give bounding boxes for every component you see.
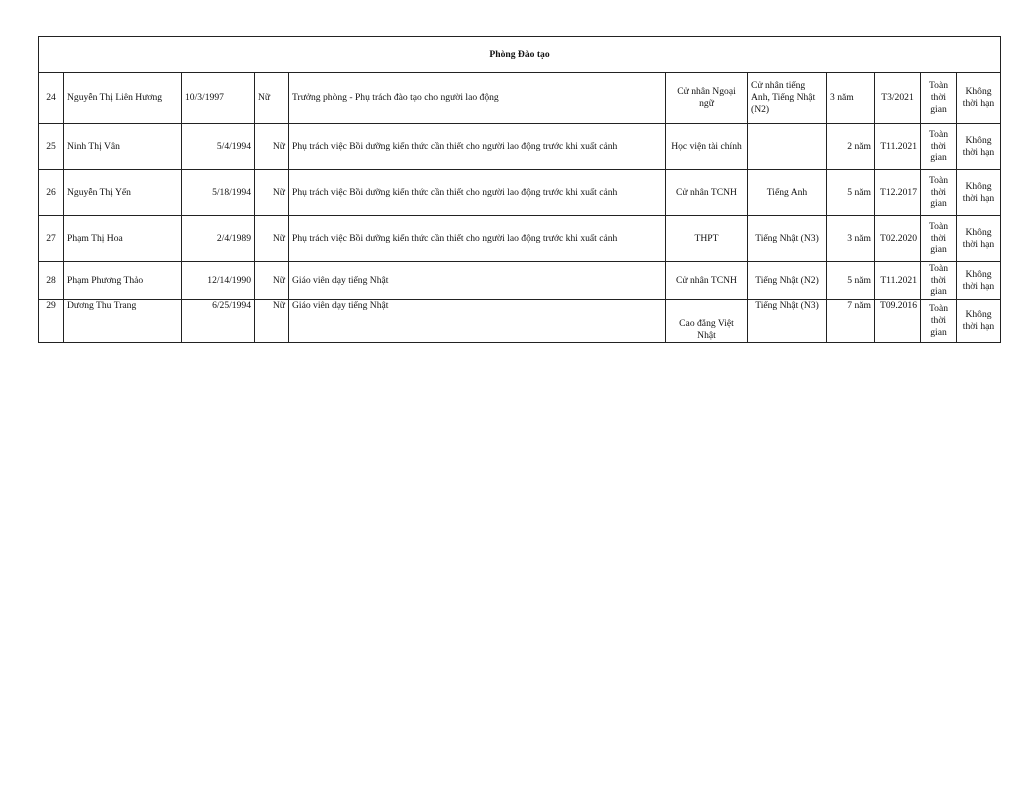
employee-name: Nguyễn Thị Yến	[64, 170, 182, 216]
staff-table	[38, 36, 1001, 343]
work-type: Toàn thời gian	[921, 300, 957, 343]
contract-type: Không thời hạn	[957, 300, 1001, 343]
language-skill: Tiếng Anh	[748, 170, 827, 216]
employee-name: Phạm Thị Hoa	[64, 216, 182, 262]
row-number: 24	[39, 73, 64, 124]
gender: Nữ	[255, 124, 289, 170]
row-number: 29	[39, 300, 64, 343]
degree: Cao đẳng Việt Nhật	[666, 300, 748, 343]
work-type: Toàn thời gian	[921, 170, 957, 216]
gender: Nữ	[255, 216, 289, 262]
degree: Học viện tài chính	[666, 124, 748, 170]
gender: Nữ	[255, 170, 289, 216]
start-date: T11.2021	[875, 262, 921, 300]
contract-type: Không thời hạn	[957, 170, 1001, 216]
language-skill: Tiếng Nhật (N3)	[748, 216, 827, 262]
employee-name: Nguyễn Thị Liên Hương	[64, 73, 182, 124]
contract-type: Không thời hạn	[957, 262, 1001, 300]
gender: Nữ	[255, 262, 289, 300]
job-position: Phụ trách việc Bồi dưỡng kiến thức cần thiết cho người lao động trước khi xuất cảnh	[289, 124, 666, 170]
date-of-birth: 5/4/1994	[182, 124, 255, 170]
date-of-birth: 10/3/1997	[182, 73, 255, 124]
start-date: T12.2017	[875, 170, 921, 216]
degree: Cử nhân Ngoại ngữ	[666, 73, 748, 124]
section-title: Phòng Đào tạo	[39, 37, 1001, 73]
section-title-row	[39, 37, 1001, 73]
language-skill: Tiếng Nhật (N2)	[748, 262, 827, 300]
table-row	[39, 262, 1001, 300]
table-row	[39, 300, 1001, 343]
experience: 3 năm	[827, 216, 875, 262]
table-row	[39, 170, 1001, 216]
job-position: Phụ trách việc Bồi dưỡng kiến thức cần thiết cho người lao động trước khi xuất cảnh	[289, 216, 666, 262]
gender: Nữ	[255, 73, 289, 124]
job-position: Giáo viên dạy tiếng Nhật	[289, 262, 666, 300]
work-type: Toàn thời gian	[921, 216, 957, 262]
language-skill: Tiếng Nhật (N3)	[748, 300, 827, 343]
employee-name: Phạm Phương Thảo	[64, 262, 182, 300]
language-skill	[748, 124, 827, 170]
date-of-birth: 6/25/1994	[182, 300, 255, 343]
job-position: Phụ trách việc Bồi dưỡng kiến thức cần thiết cho người lao động trước khi xuất cảnh	[289, 170, 666, 216]
date-of-birth: 5/18/1994	[182, 170, 255, 216]
contract-type: Không thời hạn	[957, 73, 1001, 124]
table-row	[39, 216, 1001, 262]
gender: Nữ	[255, 300, 289, 343]
start-date: T3/2021	[875, 73, 921, 124]
table-row	[39, 73, 1001, 124]
experience: 5 năm	[827, 170, 875, 216]
experience: 2 năm	[827, 124, 875, 170]
language-skill: Cử nhân tiếng Anh, Tiếng Nhật (N2)	[748, 73, 827, 124]
work-type: Toàn thời gian	[921, 124, 957, 170]
contract-type: Không thời hạn	[957, 216, 1001, 262]
start-date: T11.2021	[875, 124, 921, 170]
degree: Cử nhân TCNH	[666, 170, 748, 216]
work-type: Toàn thời gian	[921, 262, 957, 300]
date-of-birth: 12/14/1990	[182, 262, 255, 300]
start-date: T02.2020	[875, 216, 921, 262]
degree: THPT	[666, 216, 748, 262]
start-date: T09.2016	[875, 300, 921, 343]
row-number: 26	[39, 170, 64, 216]
row-number: 28	[39, 262, 64, 300]
employee-name: Ninh Thị Vân	[64, 124, 182, 170]
row-number: 25	[39, 124, 64, 170]
degree: Cử nhân TCNH	[666, 262, 748, 300]
job-position: Giáo viên dạy tiếng Nhật	[289, 300, 666, 343]
contract-type: Không thời hạn	[957, 124, 1001, 170]
experience: 7 năm	[827, 300, 875, 343]
experience: 5 năm	[827, 262, 875, 300]
table-row	[39, 124, 1001, 170]
work-type: Toàn thời gian	[921, 73, 957, 124]
date-of-birth: 2/4/1989	[182, 216, 255, 262]
job-position: Trưởng phòng - Phụ trách đào tạo cho người lao động	[289, 73, 666, 124]
employee-name: Dương Thu Trang	[64, 300, 182, 343]
row-number: 27	[39, 216, 64, 262]
experience: 3 năm	[827, 73, 875, 124]
